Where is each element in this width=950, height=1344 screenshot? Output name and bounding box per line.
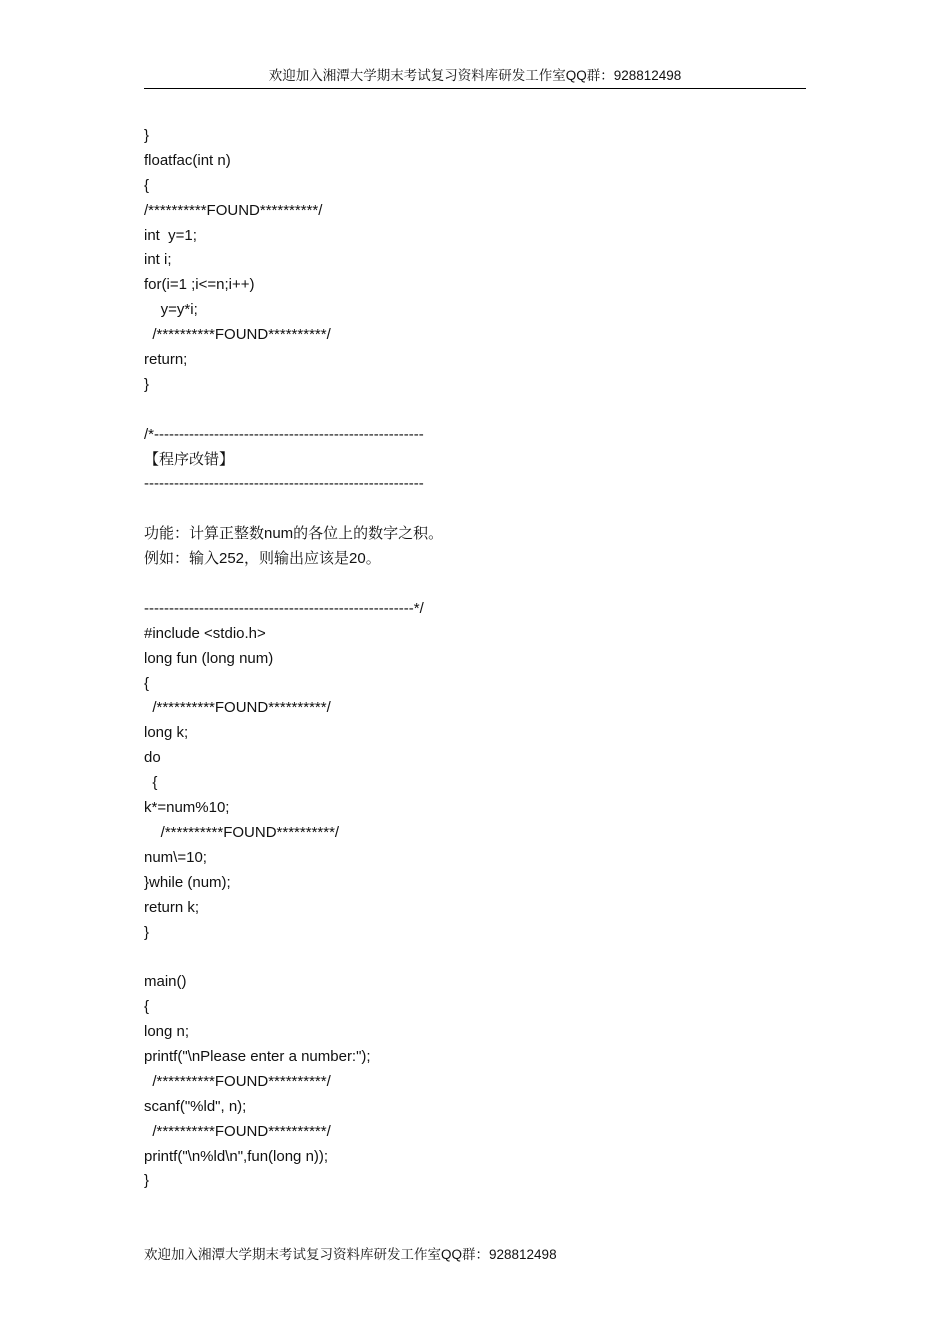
text-line: /**********FOUND**********/ [144, 326, 331, 344]
text-line: int i; [144, 251, 172, 269]
text-line: long k; [144, 724, 189, 742]
page-footer: 欢迎加入湘潭大学期末考试复习资料库研发工作室QQ群：928812498 [144, 1247, 557, 1262]
text-line: long fun (long num) [144, 649, 274, 667]
text-line: num\=10; [144, 848, 207, 866]
blank-line [144, 497, 806, 522]
text-line: /**********FOUND**********/ [144, 1072, 331, 1090]
text-line: } [144, 375, 150, 393]
blank-line [144, 945, 806, 970]
text-line: /**********FOUND**********/ [144, 1122, 331, 1140]
text-line: int y=1; [144, 226, 197, 244]
text-line: }while (num); [144, 873, 231, 891]
text-line: } [144, 1172, 150, 1190]
text-line: } [144, 923, 150, 941]
text-line: printf("\n%ld\n",fun(long n)); [144, 1147, 329, 1165]
text-line: /**********FOUND**********/ [144, 699, 331, 717]
comment-divider: /*------------------------------------------------------ [144, 425, 424, 443]
comment-divider: -------------------------------------------------------- [144, 475, 424, 493]
text-line: { [144, 774, 158, 792]
text-line: { [144, 176, 150, 194]
code-body [144, 124, 806, 1194]
blank-line [144, 398, 806, 423]
section-title: 【程序改错】 [144, 450, 235, 468]
text-line: scanf("%ld", n); [144, 1097, 247, 1115]
text-line: { [144, 674, 150, 692]
text-line: return; [144, 351, 188, 369]
page-header: 欢迎加入湘潭大学期末考试复习资料库研发工作室QQ群：928812498 [144, 66, 806, 89]
text-line: k*=num%10; [144, 799, 230, 817]
text-line: main() [144, 973, 187, 991]
problem-description: 功能：计算正整数num的各位上的数字之积。 [144, 525, 444, 543]
text-line: for(i=1 ;i<=n;i++) [144, 276, 255, 294]
comment-divider: ------------------------------------------------------*/ [144, 599, 424, 617]
text-line: /**********FOUND**********/ [144, 823, 340, 841]
text-line: { [144, 998, 150, 1016]
text-line: #include <stdio.h> [144, 624, 266, 642]
text-line: y=y*i; [144, 301, 198, 319]
blank-line [144, 572, 806, 597]
text-line: printf("\nPlease enter a number:"); [144, 1047, 371, 1065]
text-line: /**********FOUND**********/ [144, 201, 323, 219]
text-line: return k; [144, 898, 200, 916]
text-line: do [144, 749, 161, 767]
text-line: floatfac(int n) [144, 151, 231, 169]
text-line: long n; [144, 1023, 190, 1041]
text-line: } [144, 127, 150, 144]
problem-example: 例如：输入252，则输出应该是20。 [144, 550, 381, 568]
